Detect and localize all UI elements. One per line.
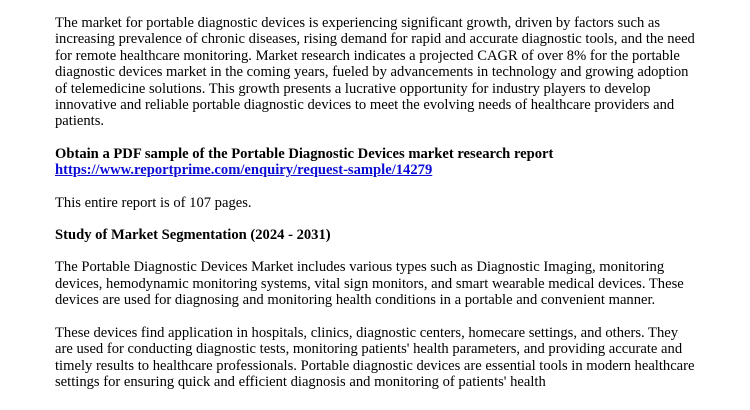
pages-note: This entire report is of 107 pages. xyxy=(55,194,252,211)
segmentation-heading: Study of Market Segmentation (2024 - 2031) xyxy=(55,227,331,244)
document-page xyxy=(55,15,695,406)
sample-request-link[interactable]: https://www.reportprime.com/enquiry/request-sample/14279 xyxy=(55,162,433,179)
segmentation-paragraph: The Portable Diagnostic Devices Market includes various types such as Diagnostic Imaging, monitoring devices, hemodynamic monitoring systems, vital sign monitors, and smart wearable medical devices. These devices are used for diagnosing and monitoring health conditions in a portable and convenient manner. xyxy=(55,259,684,309)
sample-request xyxy=(55,146,695,179)
intro-paragraph: The market for portable diagnostic devices is experiencing significant growth, driven by factors such as increasing prevalence of chronic diseases, rising demand for rapid and accurate diagnostic tools, and the need for remote healthcare monitoring. Market research indicates a projected CAGR of over 8% for the portable diagnostic devices market in the coming years, fueled by advancements in technology and growing adoption of telemedicine solutions. This growth presents a lucrative opportunity for industry players to develop innovative and reliable portable diagnostic devices to meet the evolving needs of healthcare providers and patients. xyxy=(55,15,695,130)
application-paragraph: These devices find application in hospitals, clinics, diagnostic centers, homecare settings, and others. They are used for conducting diagnostic tests, monitoring patients' health parameters, and providing accurate and timely results to healthcare professionals. Portable diagnostic devices are essential tools in modern healthcare settings for ensuring quick and efficient diagnosis and monitoring of patients' health xyxy=(55,324,695,390)
sample-request-text: Obtain a PDF sample of the Portable Diagnostic Devices market research report xyxy=(55,145,554,162)
